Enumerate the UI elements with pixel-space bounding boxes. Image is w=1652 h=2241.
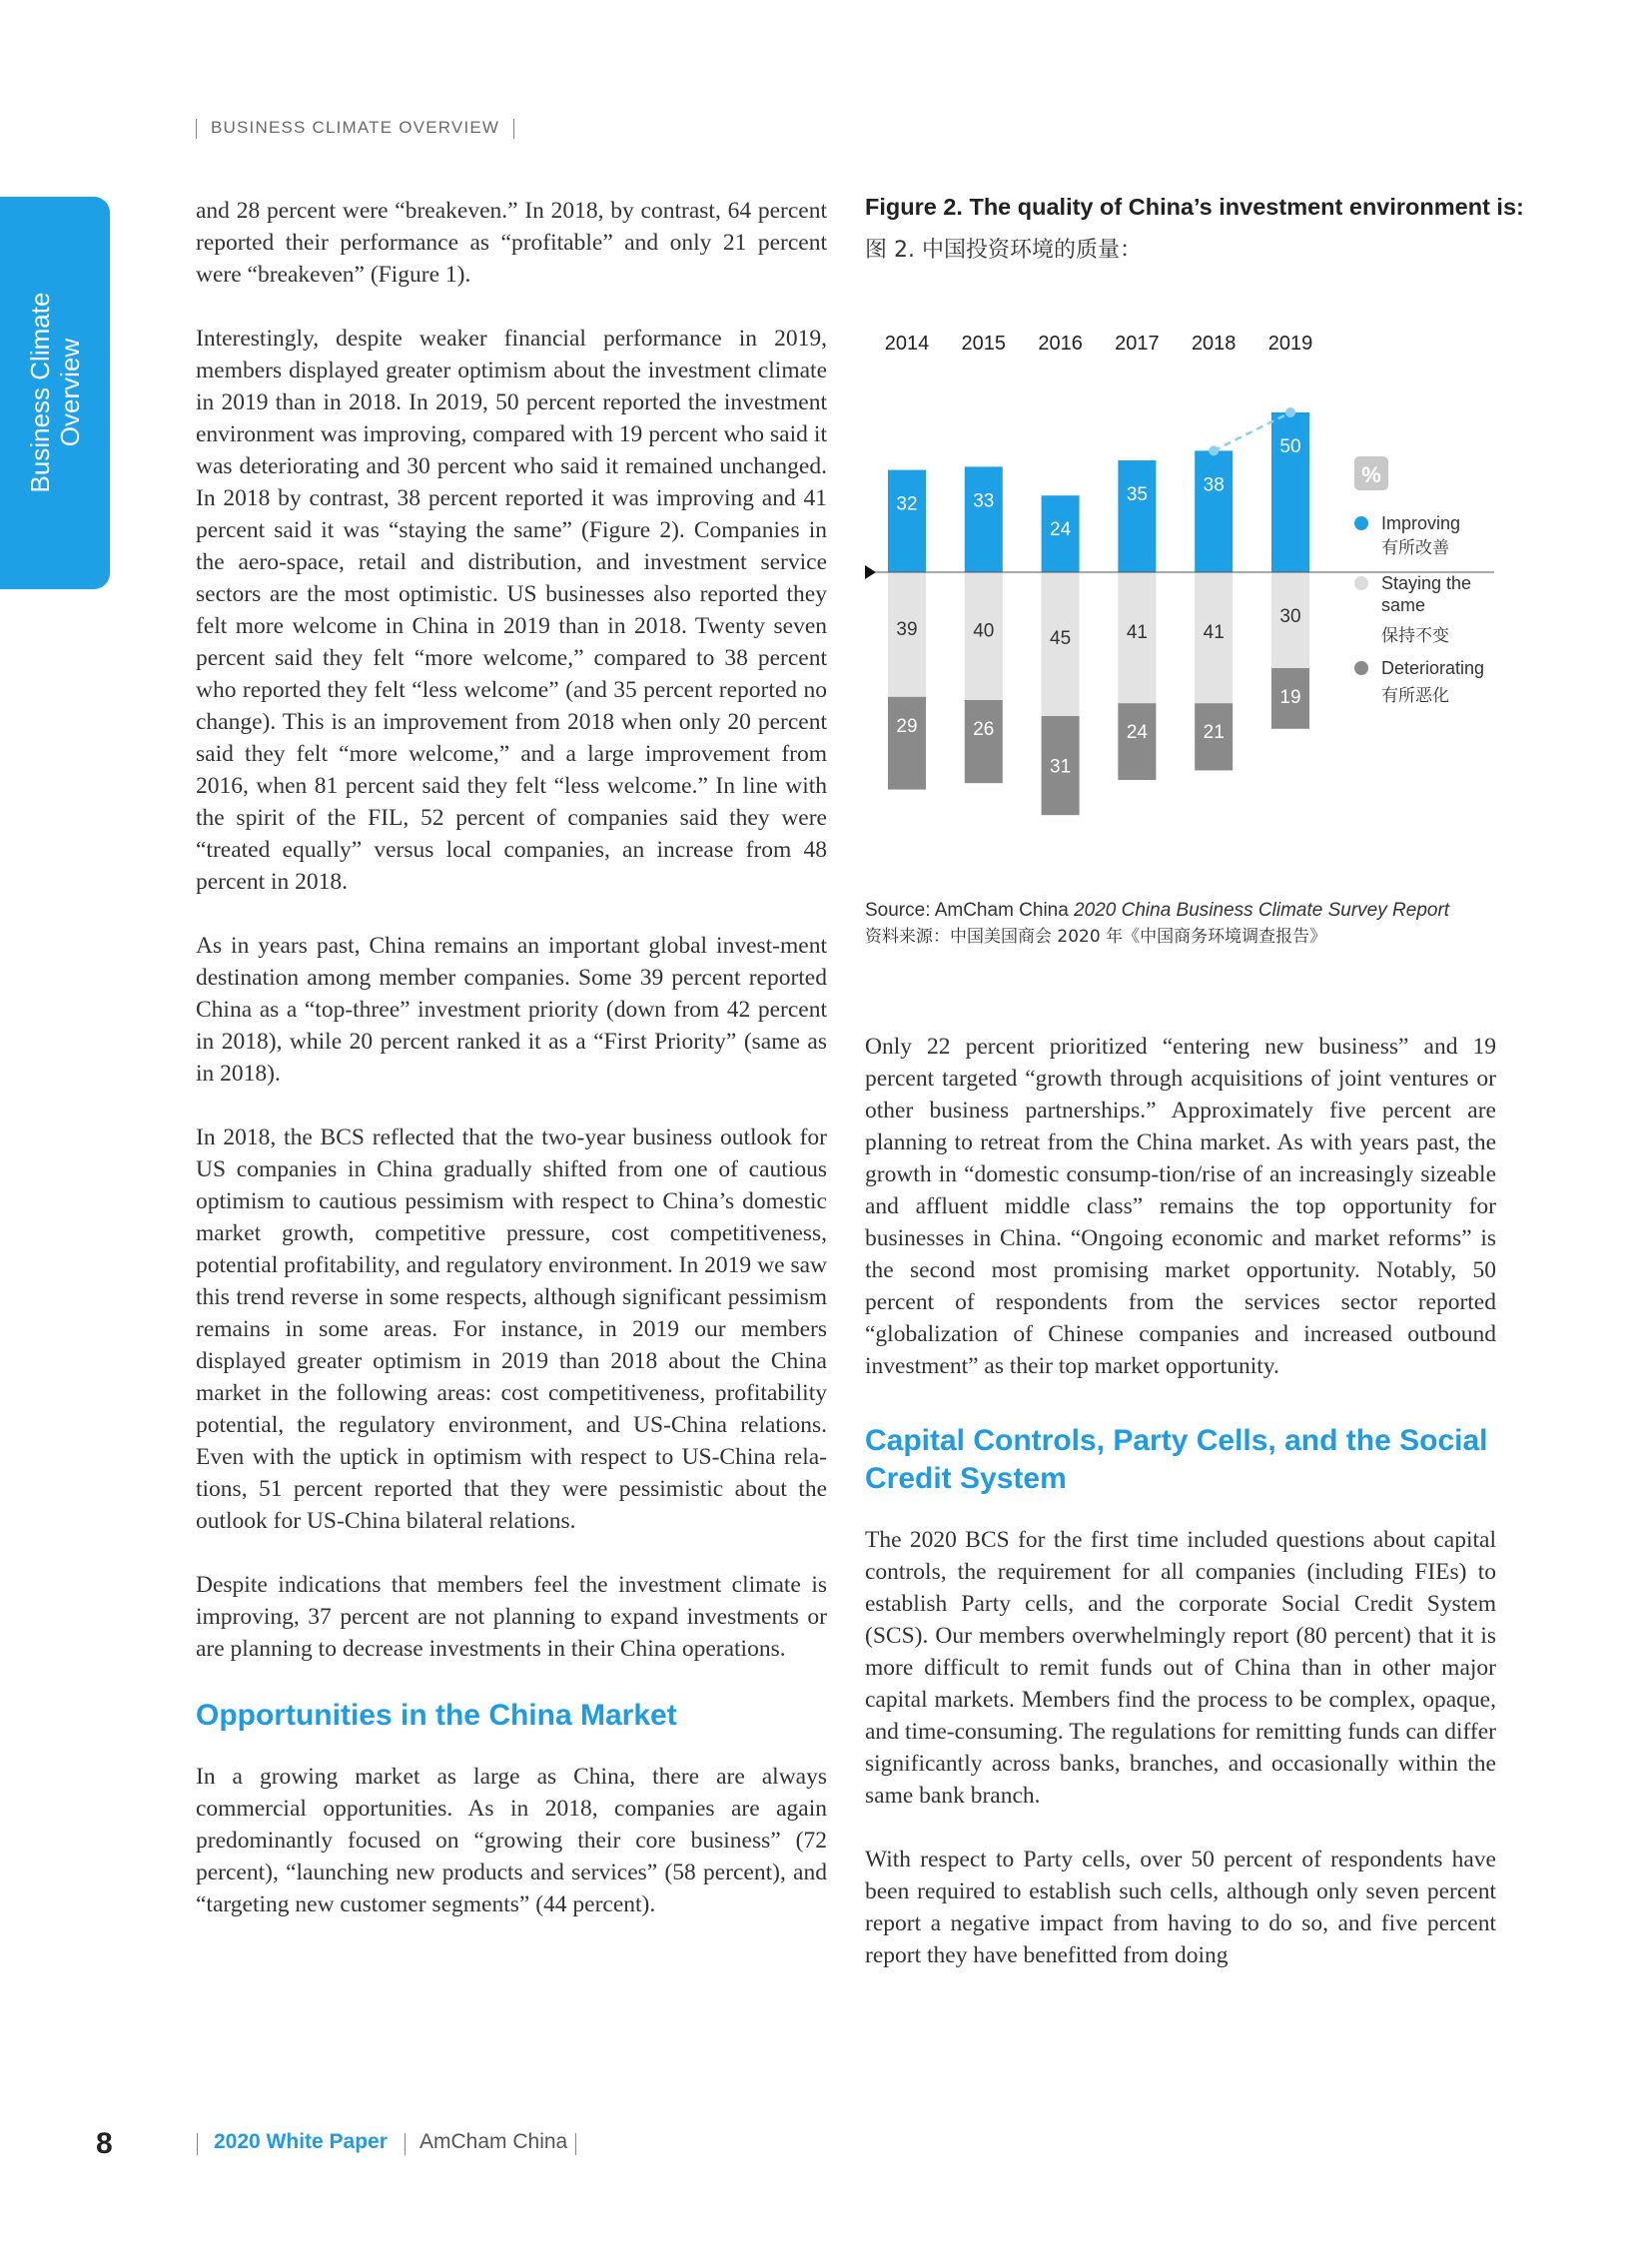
investment-environment-chart bbox=[865, 320, 1504, 879]
deteriorating-data-label: 29 bbox=[896, 715, 918, 737]
side-tab-label bbox=[25, 203, 85, 582]
legend-label: Improving bbox=[1381, 513, 1461, 533]
footer-publication: 2020 White Paper bbox=[214, 2130, 388, 2153]
deteriorating-bar bbox=[888, 697, 926, 790]
staying-same-data-label: 39 bbox=[896, 619, 918, 641]
paragraph: Interestingly, despite weaker financial performance in 2019, members displayed greater optimism about the investment climate in 2019 than in 2018. In 2019, 50 percent reported the investment environment was improving, compared with 19 percent who said it was deteriorating and 30 percent who said it remained unchanged. In 2018 by contrast, 38 percent reported it was improving and 41 percent said it was “staying the same” (Figure 2). Companies in the aero-space, retail and distribution, and investment service sectors are the most optimistic. US businesses also reported they felt more welcome in China in 2019 than in 2018. Twenty seven percent said they felt “more welcome,” compared to 38 percent who reported they felt “less welcome” (and 35 percent reported no change). This is an improvement from 2018 when only 20 percent said they felt “more welcome,” and a large improvement from 2016, when 81 percent said they felt “less welcome.” In line with the spirit of the FIL, 52 percent of companies said they were “treated equally” versus local companies, an increase from 48 percent in 2018. bbox=[196, 326, 827, 895]
paragraph: In a growing market as large as China, there are always commercial opportunities. As in 2018, companies are again predominantly focused on “growing their core business” (72 percent), “launching new products and services” (58 percent), and “targeting new customer segments” (44 percent). bbox=[196, 1764, 827, 1917]
year-tick-label: 2017 bbox=[1115, 333, 1160, 355]
year-tick-label: 2015 bbox=[961, 333, 1007, 355]
legend-label-chinese: 有所恶化 bbox=[1381, 686, 1449, 706]
figure-source bbox=[865, 899, 1449, 923]
paragraph: Only 22 percent prioritized “entering new business” and 19 percent targeted “growth through acquisitions of joint ventures or other business partnerships.” Approximately five percent are planning to retreat from the China market. As with years past, the growth in “domestic consump-tion/rise of an increasingly sizeable and affluent middle class” remains the top opportunity for businesses in China. “Ongoing economic and market reforms” is the second most promising market opportunity. Notably, 50 percent of respondents from the services sector reported “globalization of Chinese companies and increased outbound investment” as their top market opportunity. bbox=[865, 1034, 1496, 1379]
side-tab-line-2: Overview bbox=[55, 338, 85, 447]
improving-data-label: 24 bbox=[1050, 519, 1072, 541]
paragraph: and 28 percent were “breakeven.” In 2018, by contrast, 64 percent reported their performance as “profitable” and only 21 percent were “breakeven” (Figure 1). bbox=[196, 198, 827, 288]
running-header bbox=[196, 118, 528, 139]
legend-label: Staying the bbox=[1381, 573, 1472, 593]
header-section-title: BUSINESS CLIMATE OVERVIEW bbox=[211, 118, 500, 137]
left-text-column bbox=[196, 195, 827, 1952]
year-tick-label: 2018 bbox=[1191, 333, 1237, 355]
header-divider bbox=[196, 119, 197, 139]
improving-data-label: 32 bbox=[896, 493, 918, 515]
deteriorating-data-label: 21 bbox=[1203, 722, 1225, 744]
paragraph: With respect to Party cells, over 50 percent of respondents have been required to establish such cells, although only seven percent report a negative impact from having to do so, and five percent report they have benefitted from doing bbox=[865, 1847, 1496, 1968]
staying-same-data-label: 41 bbox=[1126, 622, 1148, 644]
legend-label: Deteriorating bbox=[1381, 658, 1485, 678]
improving-bar bbox=[888, 470, 926, 572]
legend-label-chinese: 有所改善 bbox=[1381, 538, 1449, 558]
footer-divider bbox=[575, 2133, 576, 2155]
right-text-column bbox=[865, 1031, 1496, 2003]
staying-same-data-label: 40 bbox=[973, 620, 995, 642]
deteriorating-data-label: 24 bbox=[1126, 722, 1148, 744]
source-report-title: 2020 China Business Climate Survey Report bbox=[1074, 900, 1450, 921]
legend-swatch bbox=[1354, 576, 1368, 590]
percent-unit-badge-text: % bbox=[1361, 462, 1381, 487]
trend-point-marker bbox=[1285, 407, 1295, 417]
improving-data-label: 35 bbox=[1126, 484, 1148, 505]
staying-same-data-label: 41 bbox=[1203, 622, 1225, 644]
figure-title-chinese: 图 2. 中国投资环境的质量： bbox=[865, 238, 1142, 263]
year-tick-label: 2019 bbox=[1267, 333, 1313, 355]
figure-source-chinese: 资料来源：中国美国商会 2020 年《中国商务环境调查报告》 bbox=[865, 927, 1327, 947]
figure-title: Figure 2. The quality of China’s investment environment is: bbox=[865, 194, 1524, 220]
improving-data-label: 33 bbox=[973, 490, 995, 512]
trend-point-marker bbox=[1209, 445, 1219, 455]
baseline-arrow bbox=[865, 565, 876, 579]
footer-divider bbox=[197, 2133, 198, 2155]
staying-same-data-label: 45 bbox=[1050, 627, 1072, 649]
improving-data-label: 38 bbox=[1203, 474, 1225, 496]
improving-bar bbox=[1195, 450, 1233, 572]
legend-label: same bbox=[1381, 595, 1426, 615]
legend-label-chinese: 保持不变 bbox=[1381, 626, 1449, 646]
header-divider bbox=[513, 119, 514, 139]
deteriorating-data-label: 26 bbox=[973, 719, 995, 740]
improving-bar bbox=[965, 466, 1003, 572]
section-heading-opportunities: Opportunities in the China Market bbox=[196, 1699, 677, 1732]
section-side-tab bbox=[0, 197, 110, 589]
improving-bar bbox=[1118, 460, 1156, 572]
staying-same-data-label: 30 bbox=[1279, 606, 1301, 628]
deteriorating-data-label: 19 bbox=[1279, 687, 1301, 708]
paragraph: Despite indications that members feel the investment climate is improving, 37 percent are not planning to expand investments or are planning to decrease investments in their China operations. bbox=[196, 1572, 827, 1662]
footer-divider bbox=[405, 2133, 406, 2155]
paragraph: As in years past, China remains an important global invest-ment destination among member companies. Some 39 percent reported China as a “top-three” investment priority (down from 42 percent in 2018), while 20 percent ranked it as a “First Priority” (same as in 2018). bbox=[196, 933, 827, 1087]
improving-data-label: 50 bbox=[1279, 436, 1301, 457]
legend-swatch bbox=[1354, 661, 1368, 675]
legend-swatch bbox=[1354, 516, 1368, 530]
year-tick-label: 2016 bbox=[1038, 333, 1083, 355]
footer-organization: AmCham China bbox=[419, 2130, 568, 2153]
paragraph: In 2018, the BCS reflected that the two-year business outlook for US companies in China gradually shifted from one of cautious optimism to cautious pessimism with respect to China’s domestic market growth, competitive pressure, cost competitiveness, potential profitability, and regulatory environment. In 2019 we saw this trend reverse in some respects, although significant pessimism remains in some areas. For instance, in 2019 our members displayed greater optimism in 2019 than 2018 about the China market in the following areas: cost competitiveness, profitability potential, the regulatory environment, and US-China relations. Even with the uptick in optimism with respect to US-China rela-tions, 51 percent reported that they were pessimistic about the outlook for US-China bilateral relations. bbox=[196, 1124, 827, 1534]
deteriorating-data-label: 31 bbox=[1050, 756, 1072, 778]
source-prefix: Source: AmCham China bbox=[865, 900, 1075, 921]
page-number: 8 bbox=[96, 2127, 113, 2160]
section-heading-capital-controls: Capital Controls, Party Cells, and the Social Credit System bbox=[865, 1424, 1488, 1495]
year-tick-label: 2014 bbox=[884, 333, 930, 355]
paragraph: The 2020 BCS for the first time included questions about capital controls, the requirement for all companies (including FIEs) to establish Party cells, and the corporate Social Credit System (SCS). Our members overwhelmingly report (80 percent) that it is more difficult to remit funds out of China than in other major capital markets. Members find the process to be complex, opaque, and time-consuming. The regulations for remitting funds can differ significantly across banks, branches, and occasionally within the same bank branch. bbox=[865, 1527, 1496, 1809]
side-tab-line-1: Business Climate bbox=[25, 292, 55, 493]
deteriorating-bar bbox=[965, 700, 1003, 783]
